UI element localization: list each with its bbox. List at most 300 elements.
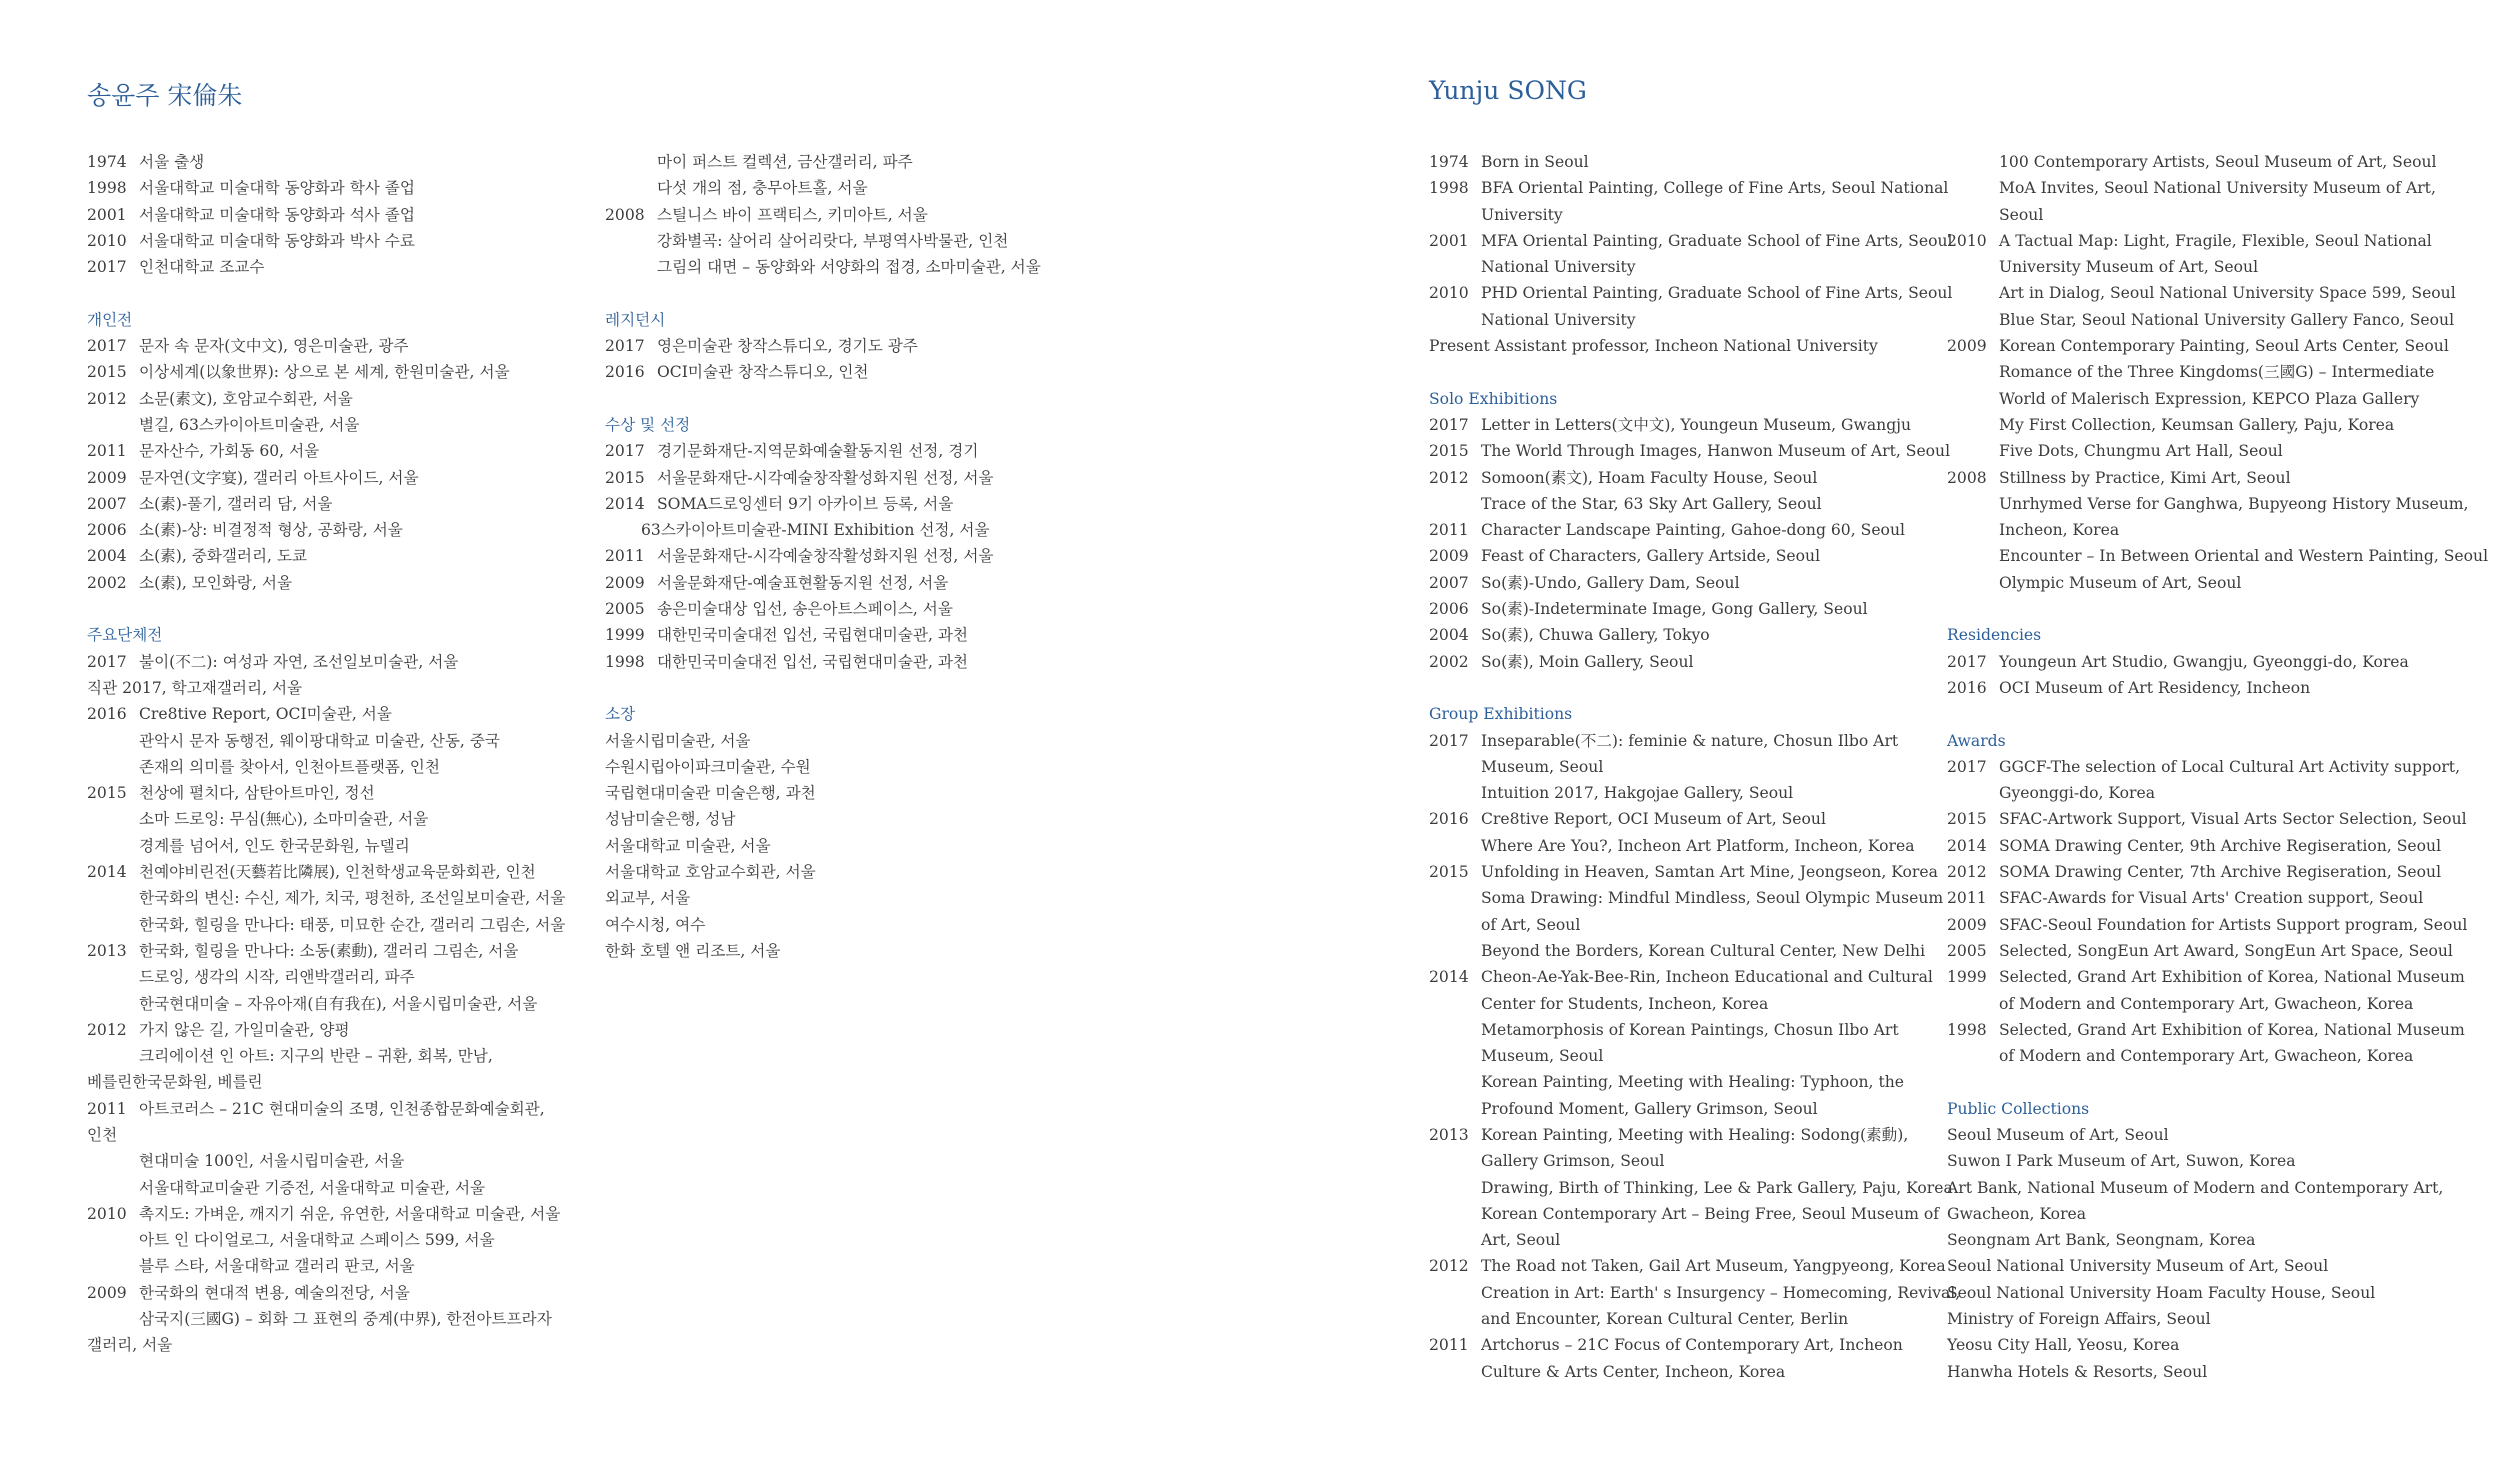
cv-entry — [605, 938, 1165, 964]
cv-entry — [1947, 491, 2467, 517]
cv-entry — [605, 228, 1165, 254]
cv-entry — [1947, 1148, 2467, 1174]
entry-text: 별길, 63스카이아트미술관, 서울 — [139, 415, 360, 434]
section-heading: 레지던시 — [605, 310, 666, 329]
cv-entry — [605, 517, 1165, 543]
entry-year: 2011 — [605, 547, 645, 566]
entry-text: 여수시청, 여수 — [605, 915, 706, 934]
cv-entry — [1429, 806, 1949, 832]
entry-year: 2017 — [605, 337, 645, 356]
entry-text: Seoul National University Museum of Art, Seoul — [1947, 1257, 2329, 1276]
cv-entry — [605, 438, 1165, 464]
cv-entry — [605, 359, 1165, 385]
cv-entry — [1947, 1253, 2467, 1279]
cv-entry — [87, 1175, 647, 1201]
cv-entry — [1429, 491, 1949, 517]
entry-text: Inseparable(不二): feminie & nature, Chosun Ilbo Art — [1481, 731, 1899, 750]
entry-year: 2004 — [87, 547, 127, 566]
section-heading: Group Exhibitions — [1429, 705, 1573, 724]
cv-entry — [1429, 1148, 1949, 1174]
entry-text: 불이(不二): 여성과 자연, 조선일보미술관, 서울 — [139, 652, 459, 671]
entry-year: 2006 — [1429, 600, 1469, 619]
cv-entry — [87, 833, 647, 859]
entry-text: Museum, Seoul — [1481, 757, 1604, 776]
entry-text: 인천 — [87, 1125, 118, 1144]
entry-text: Hanwha Hotels & Resorts, Seoul — [1947, 1362, 2208, 1381]
cv-entry — [1429, 1201, 1949, 1227]
cv-entry — [87, 1148, 647, 1174]
entry-text: Beyond the Borders, Korean Cultural Center, New Delhi — [1481, 941, 1926, 960]
cv-entry — [605, 728, 1165, 754]
entry-text: A Tactual Map: Light, Fragile, Flexible, Seoul National — [1999, 231, 2432, 250]
cv-entry — [1947, 1332, 2467, 1358]
cv-entry — [1429, 622, 1949, 648]
entry-text: The Road not Taken, Gail Art Museum, Yangpyeong, Korea — [1481, 1257, 1946, 1276]
cv-entry — [1947, 307, 2467, 333]
entry-text: Selected, Grand Art Exhibition of Korea, National Museum — [1999, 1020, 2465, 1039]
entry-text: 관악시 문자 동행전, 웨이팡대학교 미술관, 산동, 중국 — [139, 731, 500, 750]
entry-text: 소(素)-상: 비결정적 형상, 공화랑, 서울 — [139, 521, 403, 540]
cv-entry — [87, 1227, 647, 1253]
cv-entry — [87, 359, 647, 385]
english-column-2 — [1947, 149, 2489, 1385]
entry-text: 아트 인 다이얼로그, 서울대학교 스페이스 599, 서울 — [139, 1231, 495, 1250]
cv-entry — [1947, 991, 2467, 1017]
cv-entry — [1947, 386, 2467, 412]
section-heading: Solo Exhibitions — [1429, 389, 1558, 408]
entry-text: 아트코러스 – 21C 현대미술의 조명, 인천종합문화예술회관, — [139, 1099, 545, 1118]
cv-entry — [1947, 1280, 2467, 1306]
cv-entry — [1947, 1043, 2467, 1069]
cv-entry — [1947, 833, 2467, 859]
cv-entry — [87, 649, 647, 675]
cv-entry — [1429, 570, 1949, 596]
cv-entry — [87, 254, 647, 280]
entry-text: 베를린한국문화원, 베를린 — [87, 1073, 263, 1092]
entry-text: 천예야비린전(天藝若比隣展), 인천학생교육문화회관, 인천 — [139, 863, 536, 882]
cv-entry — [1429, 649, 1949, 675]
cv-entry — [87, 964, 647, 990]
cv-entry — [1429, 333, 1949, 359]
entry-text: 한국현대미술 – 자유아재(自有我在), 서울시립미술관, 서울 — [139, 994, 538, 1013]
cv-entry — [1947, 1122, 2467, 1148]
entry-text: Soma Drawing: Mindful Mindless, Seoul Olympic Museum — [1481, 889, 1944, 908]
entry-text: Center for Students, Incheon, Korea — [1481, 994, 1769, 1013]
entry-text: 서울시립미술관, 서울 — [605, 731, 751, 750]
entry-text: MoA Invites, Seoul National University Museum of Art, — [1999, 179, 2436, 198]
entry-text: SOMA드로잉센터 9기 아카이브 등록, 서울 — [657, 494, 954, 513]
entry-text: 문자연(文字宴), 갤러리 아트사이드, 서울 — [139, 468, 419, 487]
cv-entry — [1429, 1306, 1949, 1332]
section-heading: Public Collections — [1947, 1099, 2090, 1118]
cv-entry — [1947, 938, 2467, 964]
section-spacer — [605, 280, 1165, 306]
cv-entry — [1947, 202, 2467, 228]
cv-entry — [1947, 228, 2467, 254]
cv-entry — [605, 806, 1165, 832]
entry-text: Cheon-Ae-Yak-Bee-Rin, Incheon Educational and Cultural — [1481, 968, 1933, 987]
entry-year: 2010 — [87, 1204, 127, 1223]
entry-year: 2011 — [1429, 1336, 1469, 1355]
cv-entry — [1429, 596, 1949, 622]
cv-entry — [1429, 728, 1949, 754]
entry-text: 한국화, 힐링을 만나다: 태풍, 미묘한 순간, 갤러리 그림손, 서울 — [139, 915, 566, 934]
entry-year: 2016 — [605, 363, 645, 382]
entry-year: 1998 — [87, 179, 127, 198]
entry-text: So(素), Chuwa Gallery, Tokyo — [1481, 626, 1710, 645]
cv-entry — [87, 754, 647, 780]
entry-year: 2017 — [1947, 757, 1987, 776]
entry-text: 한국화, 힐링을 만나다: 소동(素動), 갤러리 그림손, 서울 — [139, 941, 519, 960]
entry-text: So(素)-Indeterminate Image, Gong Gallery, Seoul — [1481, 600, 1868, 619]
entry-year: 1998 — [1429, 179, 1469, 198]
entry-text: Olympic Museum of Art, Seoul — [1999, 573, 2242, 592]
entry-text: 영은미술관 창작스튜디오, 경기도 광주 — [657, 337, 918, 356]
entry-text: 존재의 의미를 찾아서, 인천아트플랫폼, 인천 — [139, 757, 440, 776]
section-heading: 수상 및 선정 — [605, 415, 691, 434]
entry-year: 2016 — [1429, 810, 1469, 829]
cv-entry — [87, 465, 647, 491]
cv-entry — [87, 780, 647, 806]
entry-text: Gallery Grimson, Seoul — [1481, 1152, 1665, 1171]
entry-year: 2006 — [87, 521, 127, 540]
entry-text: 한국화의 변신: 수신, 제가, 치국, 평천하, 조선일보미술관, 서울 — [139, 889, 566, 908]
cv-entry — [1947, 1359, 2467, 1385]
entry-text: Korean Painting, Meeting with Healing: Typhoon, the — [1481, 1073, 1905, 1092]
entry-text: Selected, SongEun Art Award, SongEun Art Space, Seoul — [1999, 941, 2453, 960]
entry-text: 마이 퍼스트 컬렉션, 금산갤러리, 파주 — [657, 153, 913, 171]
entry-year: 2009 — [1947, 915, 1987, 934]
entry-year: 2007 — [1429, 573, 1469, 592]
cv-entry — [1429, 1359, 1949, 1385]
section-heading: 주요단체전 — [87, 626, 163, 645]
entry-text: 드로잉, 생각의 시작, 리앤박갤러리, 파주 — [139, 968, 415, 987]
entry-text: Gyeonggi-do, Korea — [1999, 784, 2156, 803]
entry-text: 강화별곡: 살어리 살어리랏다, 부평역사박물관, 인천 — [657, 231, 1009, 250]
entry-year: 2011 — [87, 1099, 127, 1118]
cv-entry — [87, 1280, 647, 1306]
cv-entry — [87, 333, 647, 359]
cv-entry — [87, 202, 647, 228]
cv-entry — [605, 202, 1165, 228]
section-spacer — [87, 596, 647, 622]
cv-entry — [87, 1201, 647, 1227]
cv-entry — [605, 859, 1165, 885]
entry-year: 1999 — [605, 626, 645, 645]
entry-text: Encounter – In Between Oriental and Western Painting, Seoul — [1999, 547, 2489, 566]
entry-text: Art in Dialog, Seoul National University Space 599, Seoul — [1999, 284, 2456, 303]
entry-text: Unrhymed Verse for Ganghwa, Bupyeong History Museum, — [1999, 494, 2469, 513]
entry-year: 1998 — [1947, 1020, 1987, 1039]
cv-entry — [87, 149, 647, 175]
entry-year: 2013 — [87, 941, 127, 960]
cv-entry — [1429, 543, 1949, 569]
section-heading: Residencies — [1947, 626, 2042, 645]
cv-entry — [1947, 754, 2467, 780]
entry-text: 삼국지(三國G) – 회화 그 표현의 중계(中界), 한전아트프라자 — [139, 1310, 552, 1329]
entry-year: 2012 — [87, 389, 127, 408]
cv-entry — [87, 1096, 647, 1122]
entry-text: of Modern and Contemporary Art, Gwacheon, Korea — [1999, 994, 2414, 1013]
cv-entry — [87, 912, 647, 938]
entry-year: 2010 — [1947, 231, 1987, 250]
cv-entry — [1947, 359, 2467, 385]
cv-entry — [87, 517, 647, 543]
entry-text: 이상세계(以象世界): 상으로 본 세계, 한원미술관, 서울 — [139, 363, 510, 382]
cv-entry — [1947, 649, 2467, 675]
entry-text: Art, Seoul — [1481, 1231, 1561, 1250]
entry-text: 스틸니스 바이 프랙티스, 키미아트, 서울 — [657, 205, 928, 224]
cv-entry — [1947, 254, 2467, 280]
section-spacer — [1429, 675, 1949, 701]
entry-text: Feast of Characters, Gallery Artside, Seoul — [1481, 547, 1821, 566]
section-spacer — [1947, 1069, 2467, 1095]
section-spacer — [1947, 596, 2467, 622]
entry-text: 소(素), 중화갤러리, 도쿄 — [139, 547, 308, 566]
entry-text: Museum, Seoul — [1481, 1047, 1604, 1066]
entry-year: 2014 — [1429, 968, 1469, 987]
entry-text: 서울문화재단-시각예술창작활성화지원 선정, 서울 — [657, 547, 994, 566]
entry-year: 2005 — [605, 600, 645, 619]
entry-text: Yeosu City Hall, Yeosu, Korea — [1947, 1336, 2180, 1355]
cv-entry — [1947, 517, 2467, 543]
entry-text: Drawing, Birth of Thinking, Lee & Park Gallery, Paju, Korea — [1481, 1178, 1953, 1197]
cv-entry — [1429, 938, 1949, 964]
entry-text: Ministry of Foreign Affairs, Seoul — [1947, 1310, 2211, 1329]
entry-year: 1998 — [605, 652, 645, 671]
entry-year: 1974 — [87, 153, 127, 171]
entry-text: Unfolding in Heaven, Samtan Art Mine, Jeongseon, Korea — [1481, 863, 1938, 882]
entry-year: 2015 — [1429, 863, 1469, 882]
cv-entry — [1429, 859, 1949, 885]
entry-text: 문자 속 문자(文中文), 영은미술관, 광주 — [139, 337, 409, 356]
cv-entry — [1947, 859, 2467, 885]
entry-text: World of Malerisch Expression, KEPCO Plaza Gallery — [1999, 389, 2420, 408]
entry-year: 2009 — [87, 1283, 127, 1302]
entry-text: 대한민국미술대전 입선, 국립현대미술관, 과천 — [657, 652, 968, 671]
entry-year: 2016 — [87, 705, 127, 724]
cv-entry — [605, 596, 1165, 622]
entry-year: 2001 — [1429, 231, 1469, 250]
cv-entry — [1429, 1017, 1949, 1043]
entry-text: 한화 호텔 앤 리조트, 서울 — [605, 941, 781, 960]
entry-text: BFA Oriental Painting, College of Fine Arts, Seoul National — [1481, 179, 1949, 198]
cv-entry — [87, 938, 647, 964]
entry-year: 2009 — [1429, 547, 1469, 566]
cv-entry — [1429, 885, 1949, 911]
entry-text: MFA Oriental Painting, Graduate School of Fine Arts, Seoul — [1481, 231, 1953, 250]
cv-entry — [87, 1043, 647, 1069]
entry-text: 천상에 펼치다, 삼탄아트마인, 정선 — [139, 784, 375, 803]
entry-year: 2017 — [1429, 415, 1469, 434]
entry-text: 성남미술은행, 성남 — [605, 810, 736, 829]
cv-entry — [605, 649, 1165, 675]
entry-text: of Art, Seoul — [1481, 915, 1581, 934]
english-title: Yunju SONG — [1429, 76, 1587, 105]
cv-entry — [605, 833, 1165, 859]
entry-year: 2015 — [1429, 442, 1469, 461]
entry-text: Stillness by Practice, Kimi Art, Seoul — [1999, 468, 2291, 487]
entry-text: 촉지도: 가벼운, 깨지기 쉬운, 유연한, 서울대학교 미술관, 서울 — [139, 1204, 561, 1223]
section-spacer — [1947, 701, 2467, 727]
cv-entry — [1429, 780, 1949, 806]
entry-text: University — [1481, 205, 1563, 224]
entry-text: PHD Oriental Painting, Graduate School of Fine Arts, Seoul — [1481, 284, 1953, 303]
entry-text: Character Landscape Painting, Gahoe-dong 60, Seoul — [1481, 521, 1905, 540]
entry-text: 문자산수, 가회동 60, 서울 — [139, 442, 320, 461]
entry-year: 2017 — [87, 652, 127, 671]
entry-year: 2012 — [1429, 1257, 1469, 1276]
entry-year: 2015 — [1947, 810, 1987, 829]
cv-entry — [87, 728, 647, 754]
entry-text: SFAC-Artwork Support, Visual Arts Sector Selection, Seoul — [1999, 810, 2467, 829]
entry-text: 소문(素文), 호암교수회관, 서울 — [139, 389, 353, 408]
cv-entry — [1947, 412, 2467, 438]
cv-entry — [1947, 280, 2467, 306]
cv-entry — [605, 149, 1165, 175]
entry-year: 2009 — [1947, 337, 1987, 356]
entry-year: 2002 — [87, 573, 127, 592]
cv-entry — [1429, 754, 1949, 780]
cv-entry — [1429, 1175, 1953, 1201]
cv-entry — [605, 175, 1165, 201]
cv-entry — [1947, 1017, 2467, 1043]
cv-entry — [605, 570, 1165, 596]
entry-year: 2010 — [1429, 284, 1469, 303]
cv-entry — [1947, 1175, 2467, 1201]
cv-entry — [87, 1332, 647, 1358]
entry-text: 크리에이션 인 아트: 지구의 반란 – 귀환, 회복, 만남, — [139, 1047, 493, 1066]
cv-entry — [605, 543, 1165, 569]
entry-text: 서울대학교 미술대학 동양화과 석사 졸업 — [139, 205, 415, 224]
cv-entry — [1947, 465, 2467, 491]
entry-year: 2007 — [87, 494, 127, 513]
cv-entry — [87, 701, 647, 727]
cv-entry — [87, 1069, 647, 1095]
entry-text: Creation in Art: Earth' s Insurgency – Homecoming, Revival, — [1481, 1283, 1961, 1302]
cv-entry — [1429, 1096, 1949, 1122]
entry-text: Gwacheon, Korea — [1947, 1204, 2087, 1223]
entry-text: OCI미술관 창작스튜디오, 인천 — [657, 363, 869, 382]
entry-text: The World Through Images, Hanwon Museum of Art, Seoul — [1481, 442, 1951, 461]
entry-text: OCI Museum of Art Residency, Incheon — [1999, 678, 2311, 697]
entry-text: 서울문화재단-시각예술창작활성화지원 선정, 서울 — [657, 468, 994, 487]
cv-entry — [1429, 1069, 1949, 1095]
cv-entry — [605, 754, 1165, 780]
entry-text: Seongnam Art Bank, Seongnam, Korea — [1947, 1231, 2256, 1250]
cv-entry — [87, 175, 647, 201]
entry-text: 외교부, 서울 — [605, 889, 691, 908]
cv-entry — [605, 333, 1165, 359]
entry-year: 2011 — [1947, 889, 1987, 908]
korean-title: 송윤주 宋倫朱 — [87, 81, 243, 110]
cv-entry — [87, 806, 647, 832]
cv-entry — [1429, 991, 1949, 1017]
entry-text: Cre8tive Report, OCI Museum of Art, Seoul — [1481, 810, 1826, 829]
cv-entry — [1947, 780, 2467, 806]
entry-text: 100 Contemporary Artists, Seoul Museum of Art, Seoul — [1999, 153, 2437, 171]
cv-entry — [1429, 254, 1949, 280]
entry-year: 2012 — [1947, 863, 1987, 882]
entry-text: 송은미술대상 입선, 송은아트스페이스, 서울 — [657, 600, 953, 619]
cv-entry — [1947, 149, 2467, 175]
entry-year: 2014 — [605, 494, 645, 513]
entry-text: 소(素), 모인화랑, 서울 — [139, 573, 293, 592]
cv-entry — [1429, 149, 1949, 175]
entry-year: 2012 — [1429, 468, 1469, 487]
cv-entry — [87, 438, 647, 464]
cv-entry — [1429, 1122, 1949, 1148]
korean-column-2 — [605, 149, 1165, 964]
entry-text: 갤러리, 서울 — [87, 1336, 173, 1355]
entry-text: Art Bank, National Museum of Modern and Contemporary Art, — [1947, 1178, 2444, 1197]
entry-year: 2013 — [1429, 1125, 1469, 1144]
entry-text: Blue Star, Seoul National University Gallery Fanco, Seoul — [1999, 310, 2455, 329]
entry-text: 63스카이아트미술관-MINI Exhibition 선정, 서울 — [641, 521, 990, 540]
cv-entry — [605, 254, 1165, 280]
entry-text: SOMA Drawing Center, 7th Archive Regiseration, Seoul — [1999, 863, 2442, 882]
entry-year: 2008 — [605, 205, 645, 224]
cv-entry — [1947, 1201, 2467, 1227]
cv-entry — [1947, 333, 2467, 359]
cv-entry — [1429, 1280, 1961, 1306]
entry-text: SFAC-Seoul Foundation for Artists Support program, Seoul — [1999, 915, 2468, 934]
entry-year: 2011 — [87, 442, 127, 461]
entry-text: 서울대학교미술관 기증전, 서울대학교 미술관, 서울 — [139, 1178, 486, 1197]
cv-entry — [1429, 228, 1953, 254]
entry-text: Five Dots, Chungmu Art Hall, Seoul — [1999, 442, 2283, 461]
entry-text: SFAC-Awards for Visual Arts' Creation support, Seoul — [1999, 889, 2424, 908]
cv-entry — [1429, 465, 1949, 491]
entry-year: 2017 — [87, 258, 127, 277]
entry-year: 2017 — [605, 442, 645, 461]
entry-text: Seoul Museum of Art, Seoul — [1947, 1125, 2169, 1144]
entry-year: 2001 — [87, 205, 127, 224]
entry-text: 한국화의 현대적 변용, 예술의전당, 서울 — [139, 1283, 410, 1302]
entry-year: 2015 — [87, 784, 127, 803]
entry-text: My First Collection, Keumsan Gallery, Paju, Korea — [1999, 415, 2395, 434]
cv-entry — [1429, 517, 1949, 543]
entry-text: National University — [1481, 310, 1636, 329]
entry-text: 수원시립아이파크미술관, 수원 — [605, 757, 811, 776]
entry-text: Korean Painting, Meeting with Healing: Sodong(素動), — [1481, 1125, 1909, 1144]
cv-entry — [87, 543, 647, 569]
entry-text: 현대미술 100인, 서울시립미술관, 서울 — [139, 1152, 405, 1171]
cv-entry — [1429, 964, 1949, 990]
cv-entry — [1429, 912, 1949, 938]
cv-entry — [1429, 202, 1949, 228]
cv-entry — [1947, 543, 2489, 569]
entry-year: 2004 — [1429, 626, 1469, 645]
cv-entry — [87, 675, 647, 701]
cv-entry — [1947, 1227, 2467, 1253]
entry-text: 서울대학교 미술관, 서울 — [605, 836, 771, 855]
entry-text: 서울대학교 미술대학 동양화과 학사 졸업 — [139, 179, 415, 198]
entry-text: Korean Contemporary Painting, Seoul Arts Center, Seoul — [1999, 337, 2449, 356]
cv-entry — [1429, 1227, 1949, 1253]
cv-entry — [605, 491, 1165, 517]
cv-entry — [1429, 280, 1953, 306]
cv-entry — [605, 912, 1165, 938]
cv-entry — [1429, 175, 1949, 201]
entry-text: Profound Moment, Gallery Grimson, Seoul — [1481, 1099, 1818, 1118]
entry-text: So(素)-Undo, Gallery Dam, Seoul — [1481, 573, 1740, 592]
english-column-1 — [1429, 149, 1961, 1385]
entry-text: 소(素)-풀기, 갤러리 담, 서울 — [139, 494, 333, 513]
entry-text: of Modern and Contemporary Art, Gwacheon, Korea — [1999, 1047, 2414, 1066]
section-spacer — [605, 675, 1165, 701]
entry-year: 1999 — [1947, 968, 1987, 987]
